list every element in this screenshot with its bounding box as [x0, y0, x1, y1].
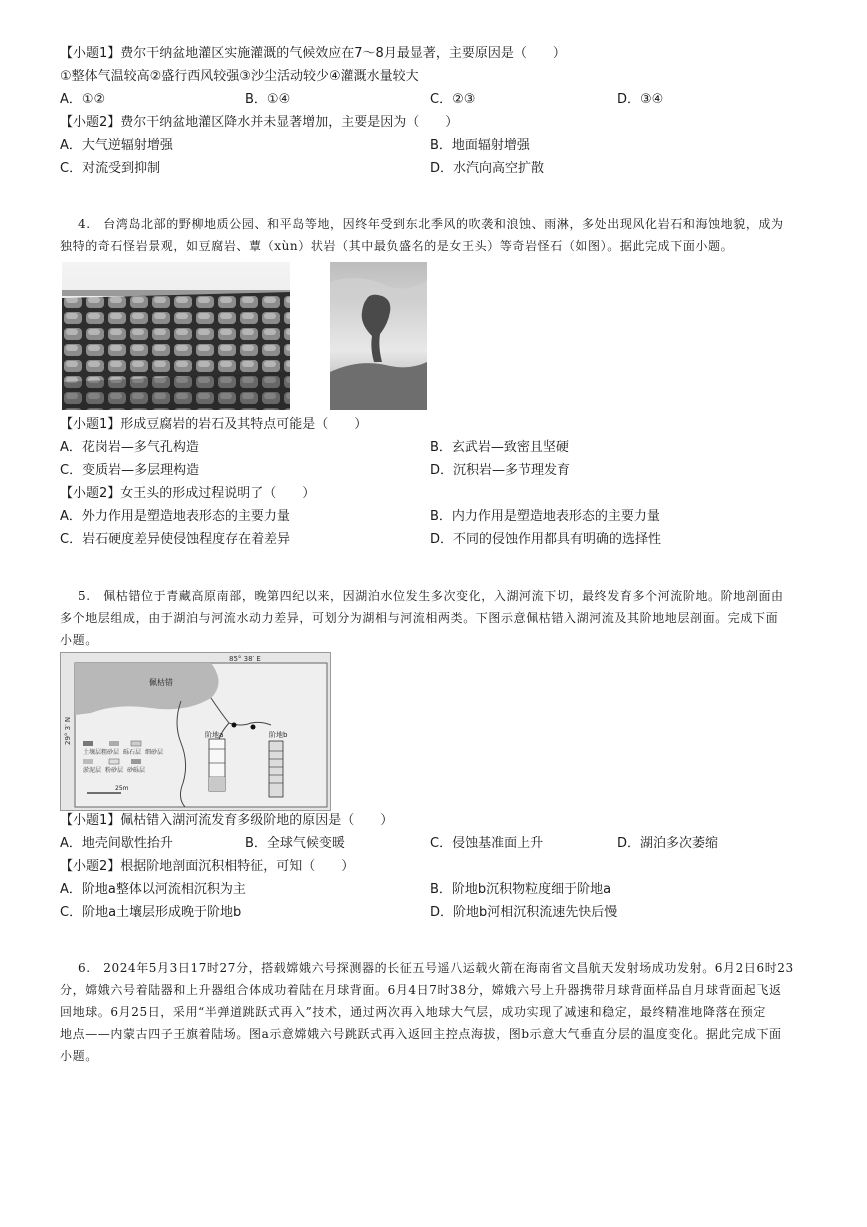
- question-text: 【小题2】费尔干纳盆地灌区降水并未显著增加，主要是因为（ ）: [60, 115, 459, 130]
- option-a: A．地壳间歇性抬升: [60, 836, 173, 851]
- stem-text: 6. 2024年5月3日17时27分，搭载嫦娥六号探测器的长征五号遥八运载火箭在海南省文昌航天发射场成功发射。6月2日6时23: [78, 961, 794, 975]
- question-text: 【小题1】佩枯错入湖河流发育多级阶地的原因是（ ）: [60, 813, 394, 828]
- question-text: 【小题1】费尔干纳盆地灌区实施灌溉的气候效应在7～8月最显著，主要原因是（ ）: [60, 46, 566, 61]
- terrace-a-point: [232, 723, 237, 728]
- option-c: C．②③: [430, 92, 476, 107]
- option-a: A．①②: [60, 92, 106, 107]
- stem-text: 多个地层组成，由于湖泊与河流水动力差异，可划分为湖相与河流相两类。下图示意佩枯错入湖河流及其阶地地层剖面。完成下面: [60, 611, 779, 625]
- option-b: B．阶地b沉积物粒度细于阶地a: [430, 882, 612, 897]
- option-b: B．内力作用是塑造地表形态的主要力量: [430, 509, 660, 524]
- option-b: B．①④: [245, 92, 291, 107]
- legend-label: 细砂层: [145, 749, 164, 756]
- option-c: C．阶地a土壤层形成晚于阶地b: [60, 905, 242, 920]
- option-d: D．不同的侵蚀作用都具有明确的选择性: [430, 532, 662, 547]
- question-text: 【小题2】根据阶地剖面沉积相特征，可知（ ）: [60, 859, 355, 874]
- legend-swatch: [131, 741, 141, 746]
- legend-label: 淤泥层: [83, 767, 102, 774]
- scale-label: 25m: [115, 785, 129, 792]
- option-d: D．阶地b河相沉积流速先快后慢: [430, 905, 618, 920]
- legend-swatch: [131, 759, 141, 764]
- terrace-b-column: [269, 741, 283, 797]
- question-text: 【小题2】女王头的形成过程说明了（ ）: [60, 486, 316, 501]
- option-a: A．大气逆辐射增强: [60, 138, 173, 153]
- legend-swatch: [83, 741, 93, 746]
- longitude-label: 85° 38′ E: [229, 655, 261, 663]
- terrace-b-point: [251, 725, 256, 730]
- option-c: C．变质岩—多层理构造: [60, 463, 200, 478]
- stem-text: 独特的奇石怪岩景观，如豆腐岩、蕈（xùn）状岩（其中最负盛名的是女王头）等奇岩怪石（如图）。据此完成下面小题。: [60, 239, 734, 253]
- option-c: C．岩石硬度差异使侵蚀程度存在着差异: [60, 532, 291, 547]
- legend-label: 砂砾层: [127, 767, 146, 774]
- question-text: 【小题1】形成豆腐岩的岩石及其特点可能是（ ）: [60, 417, 368, 432]
- option-d: D．水汽向高空扩散: [430, 161, 545, 176]
- legend-label: 粉砂层: [105, 767, 124, 774]
- legend-label: 粗砂层: [101, 749, 120, 756]
- legend-label: 砾石层: [123, 749, 142, 756]
- legend-swatch: [83, 759, 93, 764]
- terrace-map-figure: [60, 652, 331, 811]
- option-d: D．湖泊多次萎缩: [617, 836, 719, 851]
- option-b: B．地面辐射增强: [430, 138, 530, 153]
- stem-text: 分，嫦娥六号着陆器和上升器组合体成功着陆在月球背面。6月4日7时38分，嫦娥六号上升器携带月球背面样品自月球背面起飞返: [60, 983, 782, 997]
- lake-label: 佩枯错: [149, 678, 173, 687]
- tofu-rock-photo: [62, 262, 290, 410]
- option-c: C．侵蚀基准面上升: [430, 836, 544, 851]
- option-d: D．③④: [617, 92, 664, 107]
- stem-text: 回地球。6月25日，采用“半弹道跳跃式再入”技术，通过两次再入地球大气层，成功实现了减速和稳定，最终精准地降落在预定: [60, 1005, 766, 1019]
- legend-swatch: [109, 741, 119, 746]
- legend-label: 土壤层: [83, 749, 102, 756]
- legend-swatch: [109, 759, 119, 764]
- terrace-b-label: 阶地b: [269, 731, 288, 739]
- queens-head-photo: [330, 262, 427, 410]
- option-b: B．全球气候变暖: [245, 836, 345, 851]
- option-c: C．对流受到抑制: [60, 161, 161, 176]
- stem-text: 4. 台湾岛北部的野柳地质公园、和平岛等地，因终年受到东北季风的吹袭和浪蚀、雨淋，多处出现风化岩石和海蚀地貌，成为: [78, 217, 784, 231]
- question-items: ①整体气温较高②盛行西风较强③沙尘活动较少④灌溉水量较大: [60, 69, 419, 84]
- option-a: A．外力作用是塑造地表形态的主要力量: [60, 509, 290, 524]
- option-a: A．阶地a整体以河流相沉积为主: [60, 882, 246, 897]
- option-a: A．花岗岩—多气孔构造: [60, 440, 199, 455]
- option-d: D．沉积岩—多节理发育: [430, 463, 571, 478]
- latitude-label: 29° 3′ N: [64, 716, 72, 745]
- terrace-a-label: 阶地a: [205, 731, 224, 739]
- stem-text: 小题。: [60, 633, 98, 647]
- stem-text: 5. 佩枯错位于青藏高原南部，晚第四纪以来，因湖泊水位发生多次变化，入湖河流下切，最终发育多个河流阶地。阶地剖面由: [78, 589, 784, 603]
- stem-text: 小题。: [60, 1049, 98, 1063]
- option-b: B．玄武岩—致密且坚硬: [430, 440, 569, 455]
- stem-text: 地点——内蒙古四子王旗着陆场。图a示意嫦娥六号跳跃式再入返回主控点海拔，图b示意大气垂直分层的温度变化。据此完成下面: [60, 1027, 782, 1041]
